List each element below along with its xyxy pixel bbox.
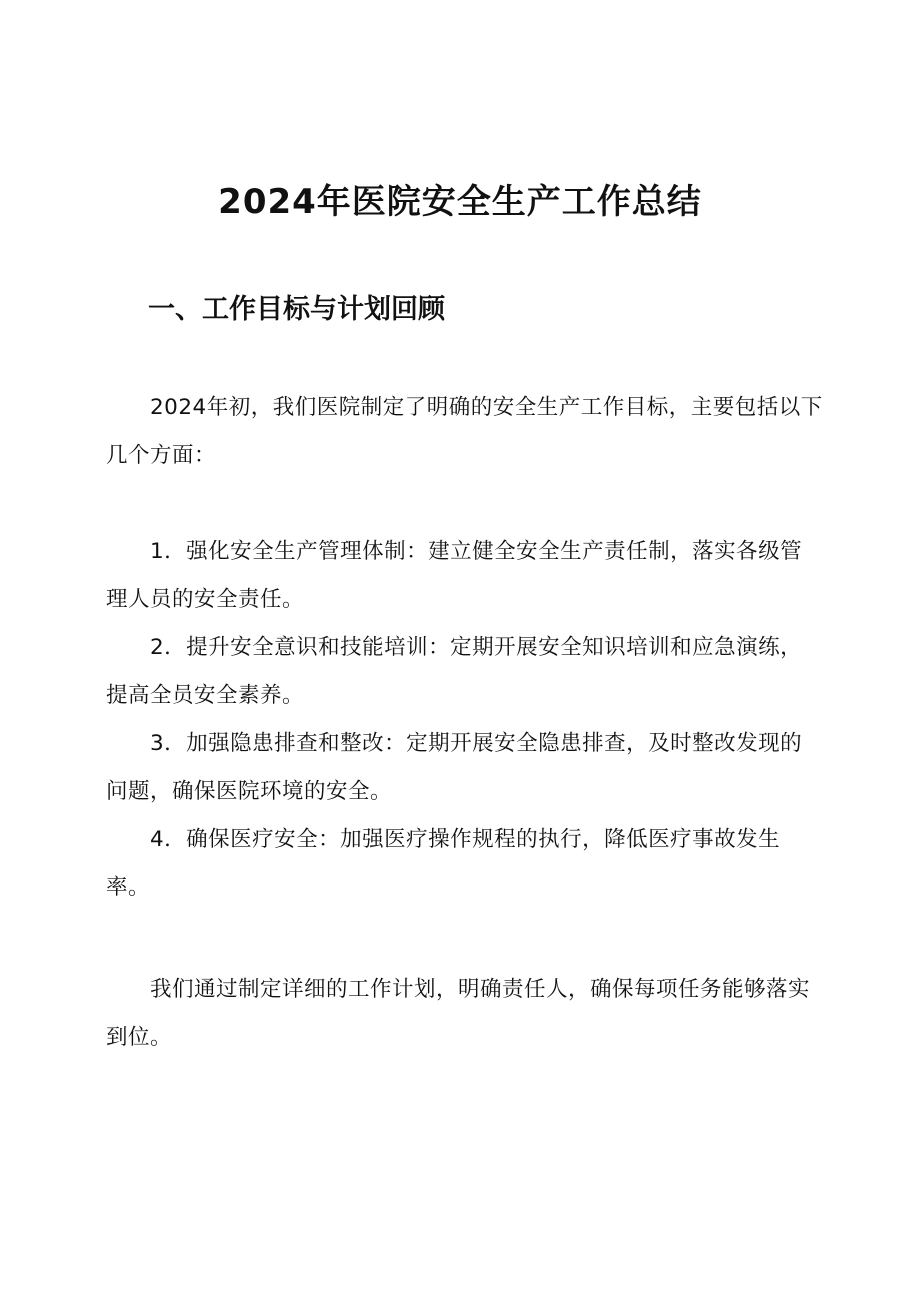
closing-paragraph: 我们通过制定详细的工作计划，明确责任人，确保每项任务能够落实到位。: [106, 977, 811, 1050]
list-item: 4．确保医疗安全：加强医疗操作规程的执行，降低医疗事故发生率。: [106, 827, 781, 900]
section-heading: 一、工作目标与计划回顾: [148, 294, 445, 325]
intro-paragraph: 2024年初，我们医院制定了明确的安全生产工作目标，主要包括以下几个方面：: [106, 395, 823, 468]
list-item: 1．强化安全生产管理体制：建立健全安全生产责任制，落实各级管理人员的安全责任。: [106, 539, 803, 612]
list-item: 3．加强隐患排查和整改：定期开展安全隐患排查，及时整改发现的问题，确保医院环境的安全。: [106, 731, 803, 804]
list-item: 2．提升安全意识和技能培训：定期开展安全知识培训和应急演练，提高全员安全素养。: [106, 635, 803, 708]
document-title: 2024年医院安全生产工作总结: [218, 182, 702, 222]
